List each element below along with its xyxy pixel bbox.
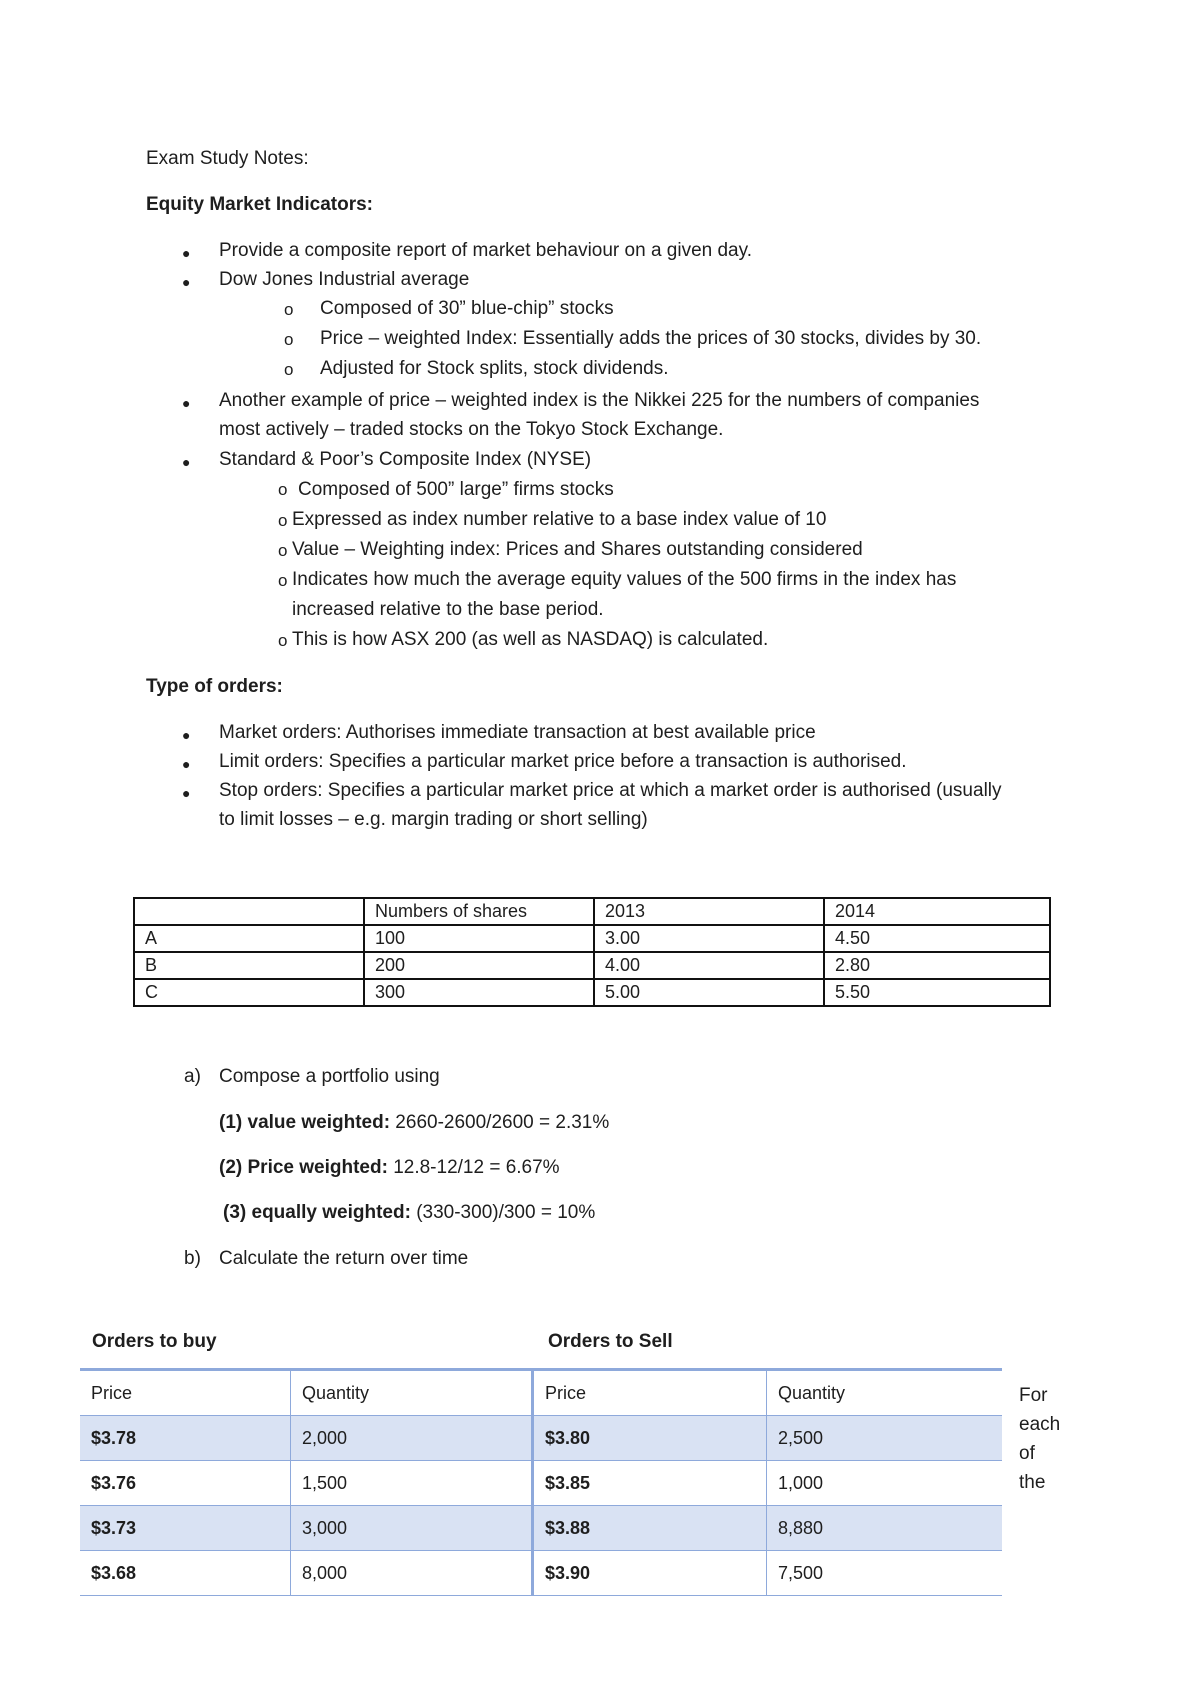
answer-value: (330-300)/300 = 10% [410,1202,596,1223]
sub-bullet-text-continued: increased relative to the base period. [292,599,604,620]
table-cell: $3.73 [80,1506,291,1551]
table-cell: $3.68 [80,1551,291,1596]
table-cell: Price [533,1370,767,1416]
table-cell: 8,880 [767,1506,1003,1551]
section-title-equity-indicators: Equity Market Indicators: [146,194,373,215]
sub-bullet-text: Composed of 500” large” firms stocks [298,479,614,500]
sub-bullet-circle: o [278,541,288,560]
table-cell: 1,000 [767,1461,1003,1506]
table-cell: Quantity [767,1370,1003,1416]
table-cell: 100 [364,925,594,952]
table-cell: $3.76 [80,1461,291,1506]
bullet-text: Dow Jones Industrial average [219,269,470,290]
table-cell: A [134,925,364,952]
bullet-text: Limit orders: Specifies a particular market price before a transaction is authorised. [219,751,907,772]
table-cell: $3.80 [533,1416,767,1461]
table-cell: B [134,952,364,979]
section-title-order-types: Type of orders: [146,676,283,697]
table-cell: 300 [364,979,594,1006]
question-b-text: Calculate the return over time [219,1248,469,1269]
table-row [80,1461,1002,1506]
bullet-text: Provide a composite report of market behaviour on a given day. [219,240,752,261]
table-cell: 5.50 [824,979,1050,1006]
bullet-dot: ● [182,727,191,743]
table-cell: 4.00 [594,952,824,979]
table-cell: 5.00 [594,979,824,1006]
sub-bullet-circle: o [278,480,288,499]
table-cell: $3.78 [80,1416,291,1461]
sub-bullet-text: This is how ASX 200 (as well as NASDAQ) is calculated. [292,629,769,650]
answer-label: (1) value weighted: [219,1112,391,1133]
table-cell: $3.88 [533,1506,767,1551]
table-cell: Numbers of shares [364,898,594,925]
sub-bullet-circle: o [278,631,288,650]
side-note-word: For [1019,1385,1048,1406]
question-a-text: Compose a portfolio using [219,1066,440,1087]
question-a-marker: a) [184,1066,201,1087]
bullet-text: Market orders: Authorises immediate transaction at best available price [219,722,816,743]
bullet-text: Standard & Poor’s Composite Index (NYSE) [219,449,592,470]
table-header-row [80,1370,1002,1416]
bullet-text: Another example of price – weighted index is the Nikkei 225 for the numbers of companies [219,390,980,411]
table-cell: C [134,979,364,1006]
orders-sell-title: Orders to Sell [548,1331,673,1352]
table-row [80,1416,1002,1461]
sub-bullet-circle: o [284,330,294,349]
bullet-dot: ● [182,454,191,470]
table-cell [134,898,364,925]
table-cell: 8,000 [291,1551,533,1596]
answer-label: (3) equally weighted: [223,1202,411,1223]
table-row [80,1506,1002,1551]
table-cell: 3.00 [594,925,824,952]
order-book-table [80,1368,1002,1596]
table-cell: 2014 [824,898,1050,925]
sub-bullet-circle: o [278,511,288,530]
table-cell: 2.80 [824,952,1050,979]
answer-value: 12.8-12/12 = 6.67% [387,1157,560,1178]
table-cell: $3.85 [533,1461,767,1506]
table-cell: 7,500 [767,1551,1003,1596]
table-cell: 2013 [594,898,824,925]
table-row [134,952,1050,979]
table-cell: 1,500 [291,1461,533,1506]
bullet-text-continued: to limit losses – e.g. margin trading or short selling) [219,809,648,830]
bullet-dot: ● [182,274,191,290]
bullet-text: Stop orders: Specifies a particular market price at which a market order is authorised (usually [219,780,1002,801]
bullet-dot: ● [182,756,191,772]
sub-bullet-circle: o [284,300,294,319]
shares-table [133,897,1051,1007]
table-cell: $3.90 [533,1551,767,1596]
side-note-word: each [1019,1414,1061,1435]
question-b-marker: b) [184,1248,201,1269]
page-heading: Exam Study Notes: [146,148,309,169]
bullet-dot: ● [182,785,191,801]
table-row [80,1551,1002,1596]
table-header-row [134,898,1050,925]
table-row [134,925,1050,952]
sub-bullet-circle: o [284,360,294,379]
answer-price-weighted [219,1157,560,1179]
bullet-text-continued: most actively – traded stocks on the Tokyo Stock Exchange. [219,419,724,440]
answer-equally-weighted [223,1202,595,1224]
orders-buy-title: Orders to buy [92,1331,217,1352]
table-cell: 2,000 [291,1416,533,1461]
answer-value-weighted [219,1112,609,1134]
table-cell: 2,500 [767,1416,1003,1461]
answer-value: 2660-2600/2600 = 2.31% [390,1112,610,1133]
answer-label: (2) Price weighted: [219,1157,388,1178]
side-note-word: of [1019,1443,1035,1464]
bullet-dot: ● [182,245,191,261]
bullet-dot: ● [182,395,191,411]
sub-bullet-text: Adjusted for Stock splits, stock dividends. [320,358,669,379]
table-cell: 4.50 [824,925,1050,952]
sub-bullet-text: Price – weighted Index: Essentially adds the prices of 30 stocks, divides by 30. [320,328,982,349]
table-cell: Price [80,1370,291,1416]
table-cell: 3,000 [291,1506,533,1551]
sub-bullet-text: Composed of 30” blue-chip” stocks [320,298,614,319]
table-cell: Quantity [291,1370,533,1416]
sub-bullet-text: Indicates how much the average equity values of the 500 firms in the index has [292,569,957,590]
table-row [134,979,1050,1006]
sub-bullet-text: Expressed as index number relative to a base index value of 10 [292,509,827,530]
sub-bullet-text: Value – Weighting index: Prices and Shares outstanding considered [292,539,863,560]
side-note-word: the [1019,1472,1046,1493]
table-cell: 200 [364,952,594,979]
sub-bullet-circle: o [278,571,288,590]
